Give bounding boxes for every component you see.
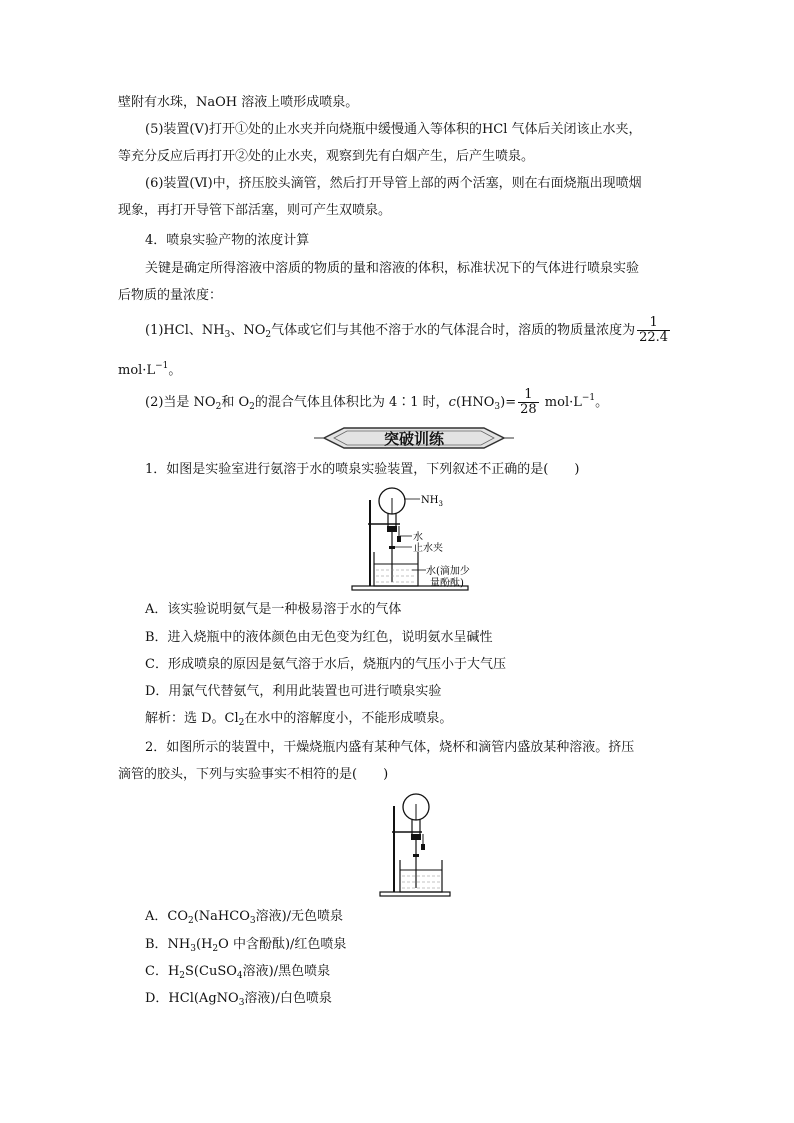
text-line: 壁附有水珠，NaOH 溶液上喷形成喷泉。 — [118, 95, 359, 110]
apparatus-drawing — [378, 792, 458, 900]
section-banner — [314, 425, 514, 451]
label-gas: $NH_3$ — [421, 495, 443, 508]
text-line: 现象，再打开导管下部活塞，则可产生双喷泉。 — [118, 203, 392, 218]
option-b: B．进入烧瓶中的液体颜色由无色变为红色，说明氨水呈碱性 — [145, 630, 493, 645]
label-beaker-line2: 量酚酞) — [430, 578, 464, 589]
label-water: 水 — [413, 532, 423, 543]
apparatus-drawing — [350, 486, 510, 596]
option-d: D．用氯气代替氨气，利用此装置也可进行喷泉实验 — [145, 684, 442, 699]
text-line: (5)装置(Ⅴ)打开①处的止水夹并向烧瓶中缓慢通入等体积的HCl 气体后关闭该止水夹， — [145, 122, 642, 137]
fountain-apparatus-figure — [350, 486, 510, 596]
label-clamp: 止水夹 — [413, 543, 443, 554]
option-b: B．$NH_3(H_2O$ 中含酚酞)/红色喷泉 — [145, 937, 347, 954]
fraction: $\frac{1}{22.4}$ — [639, 315, 669, 345]
question-stem: 1．如图是实验室进行氨溶于水的喷泉实验装置，下列叙述不正确的是( ) — [145, 462, 580, 477]
formula-line: (1)HCl、$NH_3$、$NO_2$气体或它们与其他不溶于水的气体混合时，溶质的物质量浓度为 $\frac{1}{22.4}$ — [145, 315, 669, 345]
option-a: A．该实验说明氨气是一种极易溶于水的气体 — [145, 602, 402, 617]
text-line: (6)装置(Ⅵ)中，挤压胶头滴管，然后打开导管上部的两个活塞，则在右面烧瓶出现喷烟 — [145, 176, 642, 191]
text-line: 后物质的量浓度： — [118, 288, 223, 303]
fountain-apparatus-figure-2 — [378, 792, 458, 900]
formula-line: (2)当是 $NO_2$和 $O_2$的混合气体且体积比为 4∶1 时，$c(HNO_3)=$ $\frac{1}{28}$ $mol\cdot L^{-1}$。 — [145, 387, 609, 417]
option-c: C．形成喷泉的原因是氨气溶于水后，烧瓶内的气压小于大气压 — [145, 657, 506, 672]
question-stem: 2．如图所示的装置中，干燥烧瓶内盛有某种气体，烧杯和滴管内盛放某种溶液。挤压 — [145, 740, 635, 755]
text-line: 关键是确定所得溶液中溶质的物质的量和溶液的体积，标准状况下的气体进行喷泉实验 — [145, 261, 640, 276]
answer-analysis: 解析：选 D。$Cl_2$在水中的溶解度小，不能形成喷泉。 — [145, 711, 453, 728]
section-heading: 4．喷泉实验产物的浓度计算 — [145, 233, 310, 248]
text-line: 等充分反应后再打开②处的止水夹，观察到先有白烟产生，后产生喷泉。 — [118, 149, 535, 164]
option-d: D．HCl(AgNO$_3$溶液)/白色喷泉 — [145, 991, 332, 1008]
banner-title: 突破训练 — [383, 430, 444, 448]
fraction: $\frac{1}{28}$ — [520, 387, 537, 417]
label-beaker-line1: 水(滴加少 — [426, 566, 470, 577]
question-stem: 滴管的胶头，下列与实验事实不相符的是( ) — [118, 767, 389, 782]
text-line: $mol\cdot L^{-1}$。 — [118, 361, 182, 378]
option-c: C．$H_2S(CuSO_4$溶液)/黑色喷泉 — [145, 964, 331, 981]
option-a: A．$CO_2(NaHCO_3$溶液)/无色喷泉 — [145, 909, 344, 926]
